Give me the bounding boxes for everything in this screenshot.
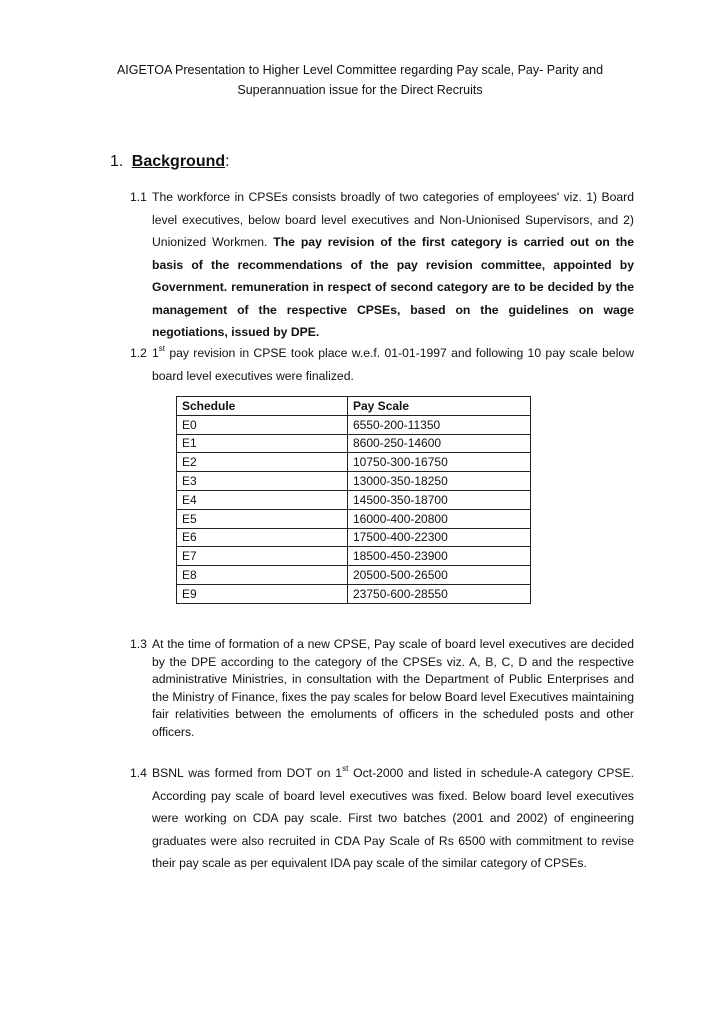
pay-scale-cell: 20500-500-26500: [348, 566, 531, 585]
schedule-cell: E1: [177, 434, 348, 453]
table-row: [177, 453, 531, 472]
pay-scale-cell: 13000-350-18250: [348, 472, 531, 491]
pay-scale-cell: 23750-600-28550: [348, 584, 531, 603]
section-colon: :: [225, 153, 230, 170]
schedule-cell: E7: [177, 547, 348, 566]
table-row: [177, 566, 531, 585]
section-heading: [110, 150, 230, 174]
table-row: [177, 415, 531, 434]
table-row: [177, 434, 531, 453]
paragraph-text: [130, 186, 634, 344]
section-number: 1.: [110, 153, 124, 170]
pay-scale-cell: 10750-300-16750: [348, 453, 531, 472]
ordinal-number: 1: [152, 346, 159, 360]
paragraph-1-2: [130, 342, 634, 387]
paragraph-number: 1.2: [130, 346, 147, 360]
table-row: [177, 528, 531, 547]
table-row: [177, 509, 531, 528]
pay-scale-cell: 16000-400-20800: [348, 509, 531, 528]
schedule-cell: E2: [177, 453, 348, 472]
schedule-cell: E9: [177, 584, 348, 603]
pay-scale-cell: 18500-450-23900: [348, 547, 531, 566]
header-line-2: Superannuation issue for the Direct Recruits: [237, 83, 483, 97]
paragraph-plain-text: BSNL was formed from DOT on 1: [152, 766, 343, 780]
schedule-cell: E6: [177, 528, 348, 547]
paragraph-plain-text: The workforce in CPSEs consists broadly of two categories of employees' viz. 1) Board level executives, below board level executives and Non-Unionised Supervisors, and 2) Unionized Workmen.: [152, 190, 634, 249]
column-header-schedule: Schedule: [177, 397, 348, 416]
ordinal-suffix: st: [342, 764, 349, 773]
paragraph-plain-text: Oct-2000 and listed in schedule-A category CPSE. According pay scale of board level executives was fixed. Below board level executives were working on CDA pay scale. First two batches (2001 and 2002) of engineering graduates were also recruited in CDA Pay Scale of Rs 6500 with commitment to revise their pay scale as per equivalent IDA pay scale of the similar category of CPSEs.: [152, 766, 634, 870]
table-header-row: [177, 397, 531, 416]
paragraph-number: 1.3: [130, 637, 147, 651]
pay-scale-cell: 8600-250-14600: [348, 434, 531, 453]
schedule-cell: E4: [177, 490, 348, 509]
section-title: Background: [131, 153, 226, 170]
pay-scale-cell: 14500-350-18700: [348, 490, 531, 509]
paragraph-1-1: [130, 186, 634, 344]
table-row: [177, 490, 531, 509]
pay-scale-cell: 6550-200-11350: [348, 415, 531, 434]
schedule-cell: E8: [177, 566, 348, 585]
column-header-pay-scale: Pay Scale: [348, 397, 531, 416]
paragraph-plain-text: pay revision in CPSE took place w.e.f. 01-01-1997 and following 10 pay scale below board level executives were finalized.: [152, 346, 634, 383]
paragraph-1-4: [130, 762, 634, 875]
paragraph-text: [130, 762, 634, 875]
paragraph-number: 1.4: [130, 766, 147, 780]
pay-scale-cell: 17500-400-22300: [348, 528, 531, 547]
paragraph-text: [130, 342, 634, 387]
document-header: [60, 60, 660, 100]
header-line-1: AIGETOA Presentation to Higher Level Committee regarding Pay scale, Pay- Parity and: [116, 63, 604, 77]
schedule-cell: E5: [177, 509, 348, 528]
table-row: [177, 472, 531, 491]
ordinal-suffix: st: [158, 344, 166, 353]
paragraph-number: 1.1: [130, 190, 147, 204]
schedule-cell: E0: [177, 415, 348, 434]
pay-scale-table: [176, 396, 531, 604]
paragraph-1-3: [130, 636, 634, 741]
table-row: [177, 584, 531, 603]
paragraph-bold-text: The pay revision of the first category is carried out on the basis of the recommendations of the pay revision committee, appointed by Government. remuneration in respect of second category are to be decided by the management of the respective CPSEs, based on the guidelines on wage negotiations, issued by DPE.: [152, 235, 635, 339]
schedule-cell: E3: [177, 472, 348, 491]
table-row: [177, 547, 531, 566]
paragraph-text: At the time of formation of a new CPSE, Pay scale of board level executives are decided by the DPE according to the category of the CPSEs viz. A, B, C, D and the respective administrative Ministries, in consultation with the Department of Public Enterprises and the Ministry of Finance, fixes the pay scales for below Board level Executives maintaining fair relativities between the emoluments of officers in the scheduled posts and other officers.: [152, 637, 634, 739]
